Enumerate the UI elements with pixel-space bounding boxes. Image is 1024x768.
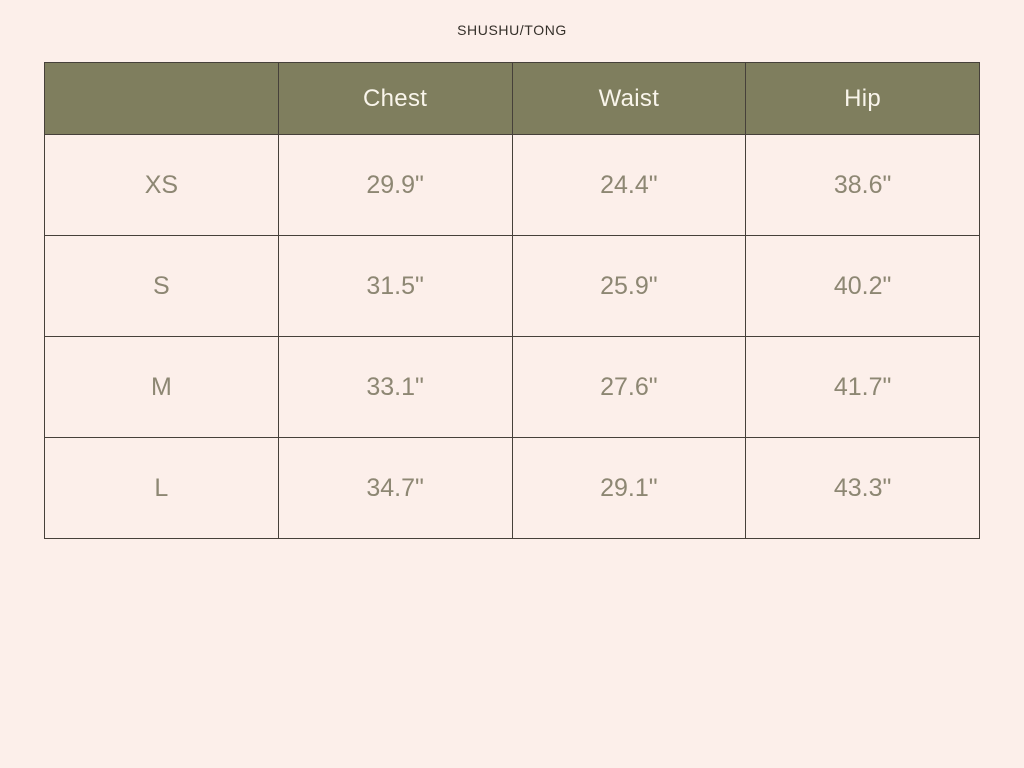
- waist-value-cell: 24.4": [512, 135, 746, 236]
- hip-value-cell: 38.6": [746, 135, 980, 236]
- header-cell-hip: Hip: [746, 63, 980, 135]
- size-label-cell: L: [45, 438, 279, 539]
- header-cell-size: [45, 63, 279, 135]
- table-row: [45, 438, 980, 539]
- table-row: [45, 236, 980, 337]
- size-label-cell: S: [45, 236, 279, 337]
- table-row: [45, 337, 980, 438]
- hip-value-cell: 40.2": [746, 236, 980, 337]
- chest-value-cell: 33.1": [278, 337, 512, 438]
- size-label-cell: M: [45, 337, 279, 438]
- chest-value-cell: 34.7": [278, 438, 512, 539]
- chest-value-cell: 29.9": [278, 135, 512, 236]
- size-chart-table: [44, 62, 980, 539]
- waist-value-cell: 27.6": [512, 337, 746, 438]
- waist-value-cell: 25.9": [512, 236, 746, 337]
- header-cell-waist: Waist: [512, 63, 746, 135]
- hip-value-cell: 43.3": [746, 438, 980, 539]
- chest-value-cell: 31.5": [278, 236, 512, 337]
- table-header-row: [45, 63, 980, 135]
- header-cell-chest: Chest: [278, 63, 512, 135]
- waist-value-cell: 29.1": [512, 438, 746, 539]
- size-label-cell: XS: [45, 135, 279, 236]
- brand-title: SHUSHU/TONG: [457, 22, 567, 38]
- hip-value-cell: 41.7": [746, 337, 980, 438]
- table-row: [45, 135, 980, 236]
